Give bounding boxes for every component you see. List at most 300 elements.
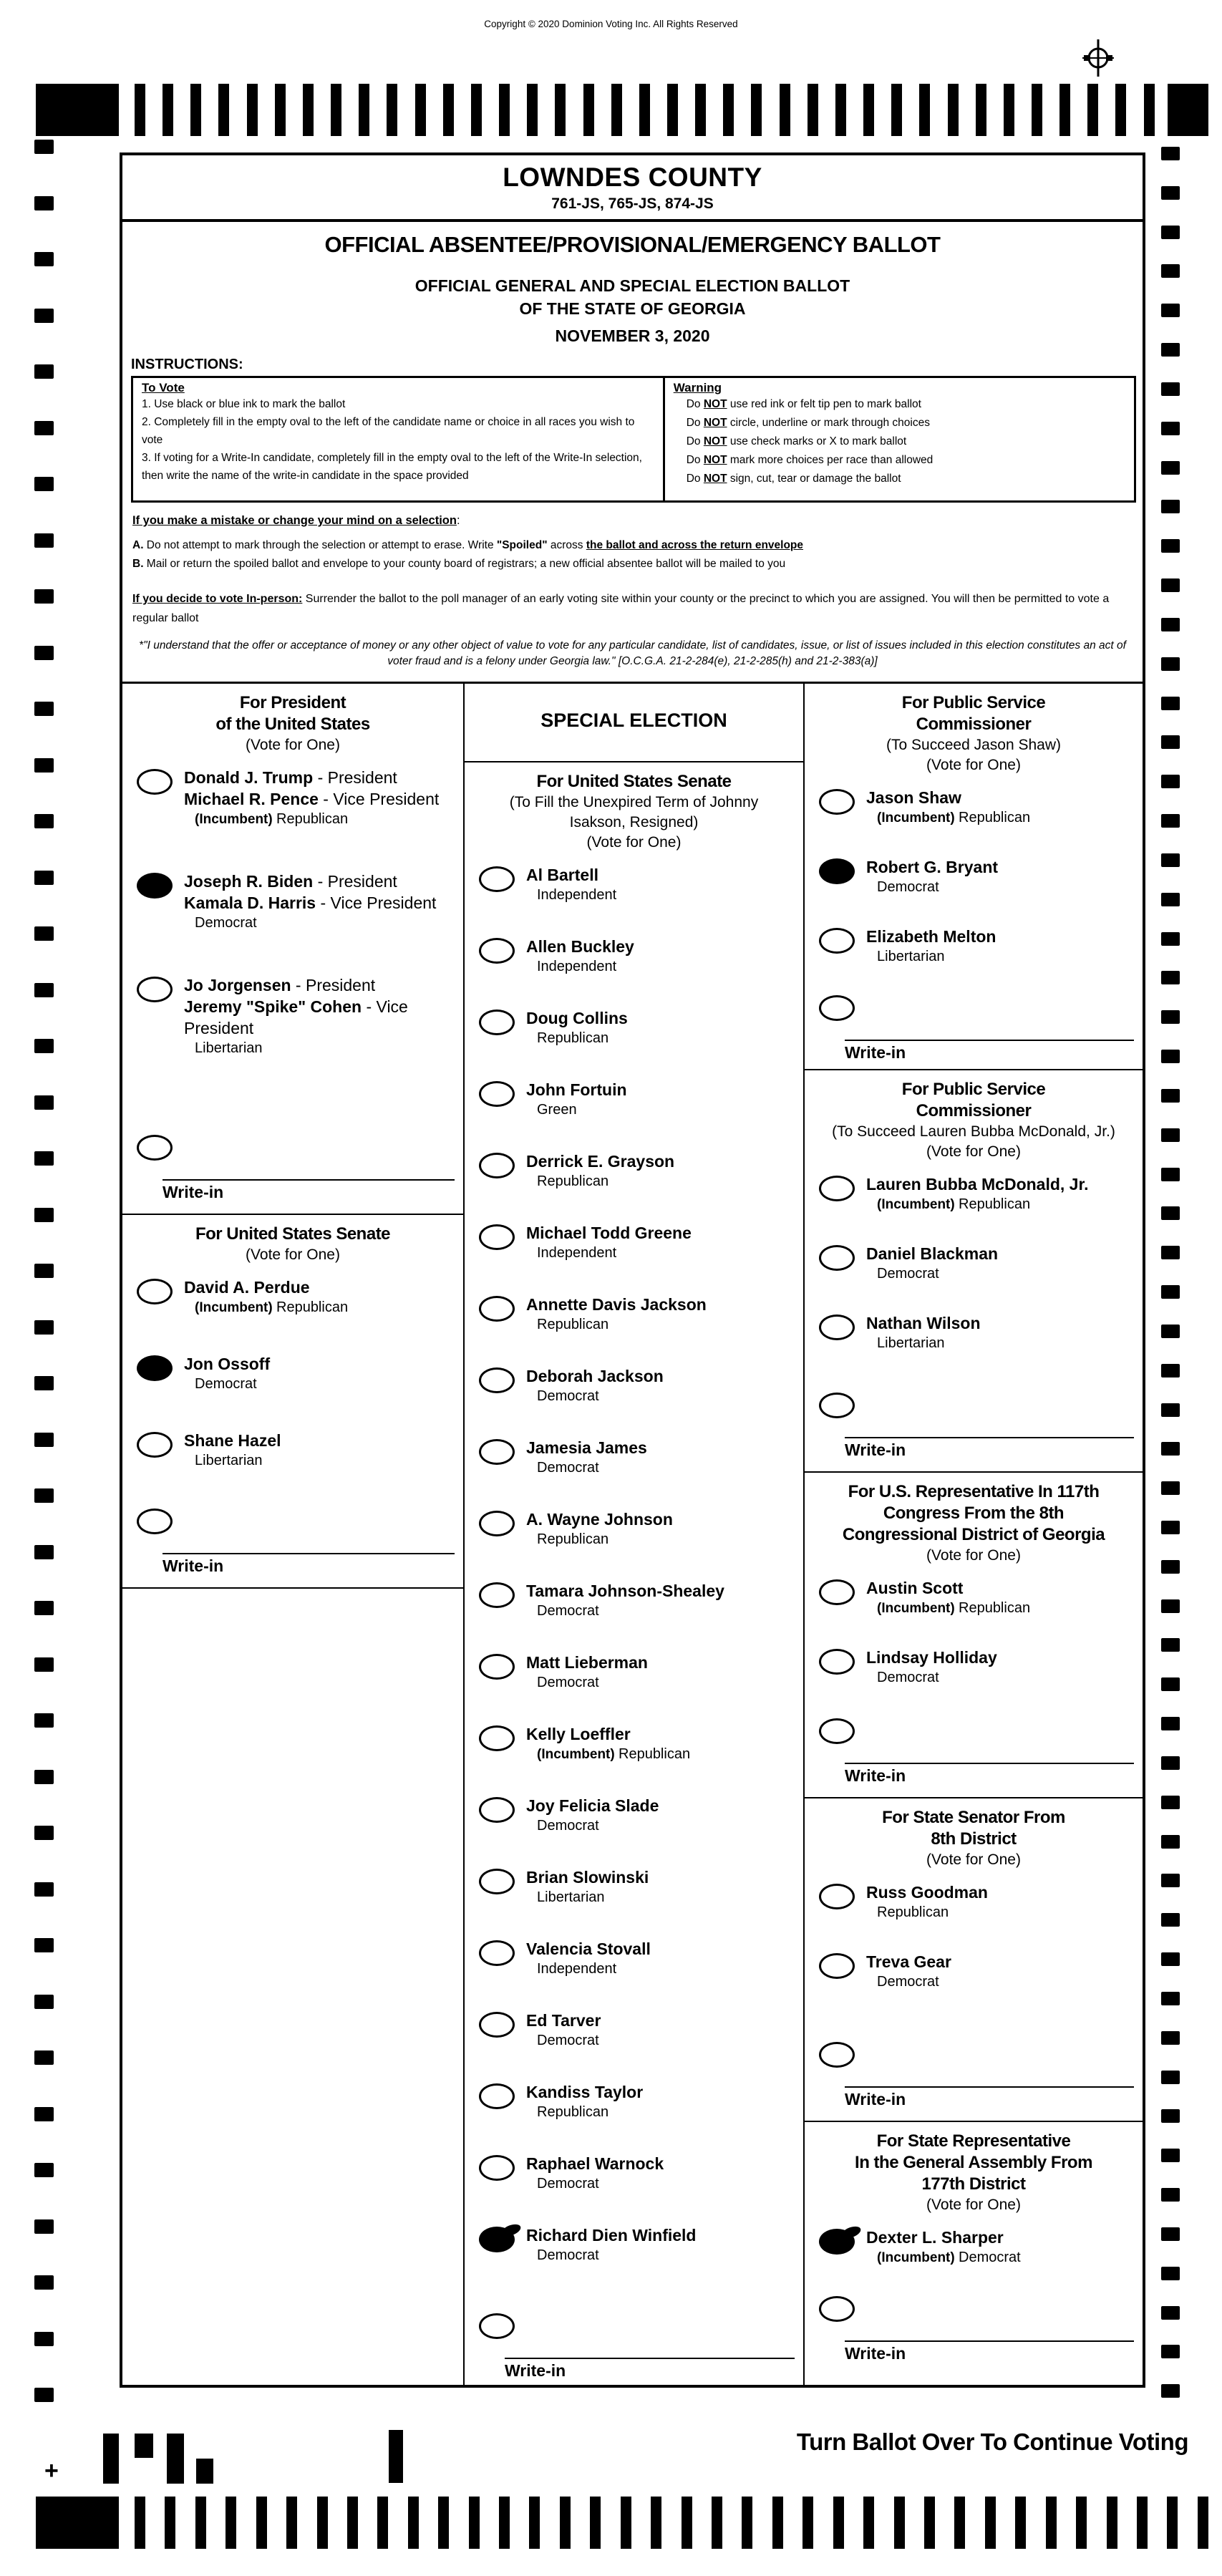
- candidate-oval[interactable]: [479, 2083, 515, 2109]
- write-in-label: Write-in: [163, 1556, 224, 1575]
- step-a-spoiled: "Spoiled": [496, 539, 548, 551]
- candidate-oval[interactable]: [479, 1296, 515, 1322]
- timing-mark-strip-bottom: [36, 2497, 1208, 2549]
- timing-mark: [1161, 1050, 1180, 1063]
- warning-item-text: circle, underline or mark through choices: [727, 417, 930, 429]
- timing-bar: [1032, 84, 1042, 136]
- candidate-oval[interactable]: [137, 873, 173, 899]
- timing-mark: [1161, 735, 1180, 749]
- timing-bar: [802, 2497, 813, 2549]
- candidate-party: Republican: [877, 1904, 949, 1920]
- write-in-label: Write-in: [845, 2090, 906, 2108]
- candidate-name-line: [866, 1577, 1030, 1599]
- timing-mark: [1161, 932, 1180, 946]
- candidate-text: [866, 1312, 981, 1353]
- candidate-name-line: [866, 1882, 988, 1903]
- warning-item-prefix: Do: [686, 435, 704, 447]
- candidate-text: [526, 1365, 664, 1406]
- candidate-row: [465, 1652, 803, 1693]
- candidate-text: [526, 1580, 724, 1621]
- write-in-oval[interactable]: [819, 1393, 855, 1418]
- candidate-name: Robert G. Bryant: [866, 858, 999, 876]
- timing-mark: [1161, 1835, 1180, 1849]
- timing-block-left: [36, 84, 119, 136]
- timing-mark: [1161, 2306, 1180, 2320]
- timing-bar: [195, 2497, 206, 2549]
- contest: [805, 1070, 1143, 1473]
- running-mate-suffix: - Vice President: [184, 997, 408, 1037]
- timing-bar: [667, 84, 678, 136]
- candidate-text: [866, 1647, 997, 1688]
- running-mate-name: Jeremy "Spike" Cohen: [184, 997, 362, 1016]
- contest-notes: [805, 1122, 1143, 1162]
- candidate-text: [526, 2010, 601, 2050]
- candidate-row: [122, 1353, 463, 1394]
- incumbent-tag: (Incumbent): [537, 1747, 619, 1762]
- timing-block-left: [36, 2497, 119, 2549]
- contest-note-line: (Vote for One): [926, 2197, 1021, 2213]
- timing-mark: [34, 814, 54, 828]
- timing-mark: [34, 1713, 54, 1728]
- timing-bar: [1076, 2497, 1087, 2549]
- candidate-name: Deborah Jackson: [526, 1367, 664, 1385]
- timing-mark: [34, 252, 54, 266]
- timing-bar: [863, 2497, 874, 2549]
- write-in-row: [805, 2296, 1143, 2363]
- warning-box: [663, 376, 1136, 503]
- candidate-party: Republican: [619, 1746, 691, 1762]
- candidate-oval[interactable]: [479, 866, 515, 892]
- timing-bar: [863, 84, 874, 136]
- contest-notes: [805, 1850, 1143, 1870]
- candidate-name: Lauren Bubba McDonald, Jr.: [866, 1175, 1089, 1193]
- timing-bar: [1015, 2497, 1026, 2549]
- contest-header: [465, 771, 803, 853]
- candidate-party: Republican: [959, 1600, 1031, 1616]
- candidate-name: Dexter L. Sharper: [866, 2228, 1004, 2247]
- timing-bar: [408, 2497, 419, 2549]
- candidate-name-line: [526, 1509, 673, 1530]
- timing-mark: [34, 1095, 54, 1110]
- candidate-name: Lindsay Holliday: [866, 1648, 997, 1667]
- write-in-oval[interactable]: [137, 1135, 173, 1161]
- timing-bar: [976, 84, 986, 136]
- candidate-party: Republican: [537, 1173, 609, 1189]
- candidate-oval[interactable]: [479, 2155, 515, 2181]
- timing-bar: [347, 2497, 358, 2549]
- copyright-text: Copyright © 2020 Dominion Voting Inc. All Rights Reserved: [484, 19, 738, 29]
- to-vote-item: 2. Completely fill in the empty oval to the left of the candidate name or choice in all races you wish to vote: [142, 416, 635, 446]
- timing-bar: [894, 2497, 905, 2549]
- stub-number: 45: [389, 2444, 401, 2456]
- candidate-list: [465, 864, 803, 2296]
- candidate-oval[interactable]: [479, 1224, 515, 1250]
- candidate-row: [465, 1509, 803, 1549]
- contest-note-line: (Vote for One): [246, 1246, 340, 1263]
- mistake-heading-text: If you make a mistake or change your mind on a selection: [132, 514, 457, 527]
- candidate-name-line: [526, 1294, 707, 1315]
- candidate-oval[interactable]: [479, 938, 515, 964]
- candidate-name: Daniel Blackman: [866, 1244, 999, 1263]
- candidate-row: [465, 1938, 803, 1979]
- contest-title-line: For Public Service: [901, 1080, 1046, 1099]
- candidate-name: Russ Goodman: [866, 1883, 988, 1902]
- candidate-oval[interactable]: [137, 1279, 173, 1304]
- candidate-party-line: [526, 1816, 659, 1836]
- candidate-party: Independent: [537, 1245, 617, 1261]
- candidate-row: [122, 1430, 463, 1471]
- step-a-text: Do not attempt to mark through the selection or attempt to erase. Write: [143, 539, 497, 551]
- warning-item-not: NOT: [703, 398, 727, 410]
- candidate-oval[interactable]: [479, 1869, 515, 1894]
- contest-notes: [122, 735, 463, 755]
- contest-note-line: (Vote for One): [926, 1143, 1021, 1160]
- to-vote-item: 1. Use black or blue ink to mark the ballot: [142, 398, 346, 410]
- timing-mark: [1161, 2227, 1180, 2241]
- candidate-oval[interactable]: [137, 1432, 173, 1458]
- candidate-oval[interactable]: [479, 1797, 515, 1823]
- contest-note-line: (Vote for One): [246, 737, 340, 753]
- timing-bar: [469, 2497, 480, 2549]
- timing-mark: [34, 1882, 54, 1897]
- candidate-party: Democrat: [537, 2247, 599, 2263]
- candidate-oval[interactable]: [479, 1153, 515, 1178]
- contest-list: [122, 684, 463, 2385]
- write-in-oval[interactable]: [819, 2296, 855, 2322]
- candidate-name-line: [866, 1243, 998, 1264]
- candidate-text: [866, 787, 1030, 828]
- write-in-row: [805, 2042, 1143, 2109]
- candidate-party-line: [866, 1195, 1089, 1214]
- timing-mark: [1161, 539, 1180, 553]
- to-vote-item: 3. If voting for a Write-In candidate, completely fill in the empty oval to the left of the Write-In selection, then write the name of the write-in candidate in the space provided: [142, 452, 642, 482]
- instructions-label: INSTRUCTIONS:: [131, 357, 243, 372]
- candidate-text: [526, 1007, 628, 1048]
- timing-mark: [34, 477, 54, 491]
- contest-note-line: (Vote for One): [926, 1851, 1021, 1868]
- incumbent-tag: (Incumbent): [877, 1601, 959, 1616]
- mistake-heading: [132, 514, 1128, 528]
- fraud-disclaimer: *"I understand that the offer or acceptance of money or any other object of value to vote for any particular candidate, list of candidates, issue, or list of issues included in this election constitutes an act of voter fraud and is a felony under Georgia law." [O.C.G.A. 21-2-284(e), 21-2-285(h) and 21-2-383(a)]: [139, 639, 1126, 667]
- contest-title-line: Commissioner: [916, 1101, 1032, 1120]
- contest-title-line: 177th District: [921, 2174, 1026, 2194]
- candidate-office-suffix: - President: [313, 872, 397, 891]
- timing-bar: [833, 2497, 844, 2549]
- candidate-party: Democrat: [195, 915, 257, 931]
- candidate-name-line: [184, 1277, 348, 1298]
- county-name: LOWNDES COUNTY: [503, 163, 762, 192]
- contest-header: [122, 1224, 463, 1265]
- candidate-text: [184, 1277, 348, 1317]
- candidate-party: Libertarian: [195, 1453, 263, 1468]
- candidate-party: Democrat: [877, 879, 939, 895]
- timing-mark: [34, 926, 54, 941]
- contest-title-line: For Public Service: [901, 693, 1046, 712]
- timing-bar: [163, 84, 173, 136]
- timing-mark: [1161, 2188, 1180, 2202]
- timing-mark: [1161, 618, 1180, 631]
- candidate-oval[interactable]: [479, 2012, 515, 2038]
- contest-title: [122, 692, 463, 735]
- timing-mark: [34, 589, 54, 604]
- ballot-column: [122, 684, 465, 2385]
- contest: [805, 1798, 1143, 2122]
- candidate-name-line: [526, 1007, 628, 1029]
- candidate-oval[interactable]: [137, 977, 173, 1002]
- timing-bar: [256, 2497, 267, 2549]
- timing-bar: [286, 2497, 297, 2549]
- timing-mark: [1161, 1481, 1180, 1495]
- timing-mark: [1161, 775, 1180, 788]
- candidate-text: [184, 1353, 270, 1394]
- timing-mark: [34, 140, 54, 154]
- contest-title: [805, 692, 1143, 735]
- timing-mark: [34, 2050, 54, 2065]
- write-in-oval[interactable]: [137, 1509, 173, 1534]
- candidate-oval[interactable]: [479, 1940, 515, 1966]
- timing-mark: [1161, 1952, 1180, 1966]
- candidate-row: [122, 767, 463, 829]
- candidate-name-line: [866, 1173, 1089, 1195]
- candidate-name-line: [184, 974, 463, 996]
- contest: [805, 1473, 1143, 1798]
- candidate-row: [805, 856, 1143, 897]
- candidate-oval[interactable]: [137, 1355, 173, 1381]
- candidate-row: [805, 1312, 1143, 1353]
- candidate-party-line: [184, 1451, 281, 1471]
- candidate-name-line: [866, 856, 998, 878]
- candidate-party-line: [866, 1264, 998, 1284]
- timing-mark: [34, 196, 54, 210]
- contest-header: [805, 1481, 1143, 1566]
- timing-mark: [1161, 1913, 1180, 1927]
- candidate-oval[interactable]: [819, 928, 855, 954]
- candidate-oval[interactable]: [819, 1884, 855, 1909]
- candidate-name: Joseph R. Biden: [184, 872, 314, 891]
- candidate-party-line: [184, 1298, 348, 1317]
- candidate-oval[interactable]: [479, 1654, 515, 1680]
- timing-mark: [1161, 461, 1180, 475]
- timing-mark: [1161, 1442, 1180, 1456]
- candidate-party-line: [526, 1458, 647, 1478]
- timing-bars: [135, 2497, 1208, 2549]
- candidate-name: Shane Hazel: [184, 1431, 281, 1450]
- candidate-oval[interactable]: [819, 1245, 855, 1271]
- timing-mark: [1161, 1560, 1180, 1574]
- contest-title: [805, 1481, 1143, 1546]
- running-mate-name: Michael R. Pence: [184, 790, 319, 808]
- candidate-name: Kelly Loeffler: [526, 1725, 631, 1743]
- candidate-name-line: [526, 1580, 724, 1602]
- candidate-name: Doug Collins: [526, 1009, 628, 1027]
- candidate-text: [866, 1577, 1030, 1618]
- candidate-row: [465, 1294, 803, 1335]
- candidate-name: John Fortuin: [526, 1080, 627, 1099]
- contest: [122, 684, 463, 1215]
- candidate-name-line: [866, 1951, 951, 1972]
- candidate-oval[interactable]: [479, 1725, 515, 1751]
- candidate-party-line: [526, 2031, 601, 2050]
- candidate-party: Republican: [276, 811, 349, 827]
- candidate-party: Independent: [537, 1961, 617, 1977]
- candidate-party: Democrat: [537, 1460, 599, 1476]
- warning-item: [674, 432, 1125, 451]
- timing-mark: [34, 1545, 54, 1559]
- candidate-row: [805, 1243, 1143, 1284]
- candidate-oval[interactable]: [819, 1579, 855, 1605]
- warning-item: [674, 414, 1125, 432]
- write-in-area: [845, 1763, 1134, 1786]
- ballot-subtitle: OFFICIAL GENERAL AND SPECIAL ELECTION BALLOT: [414, 276, 850, 295]
- timing-bar: [438, 2497, 449, 2549]
- candidate-row: [465, 1222, 803, 1263]
- candidate-name-line: [526, 2010, 601, 2031]
- candidate-row: [465, 2081, 803, 2122]
- timing-bar: [387, 84, 397, 136]
- candidate-party-line: [866, 878, 998, 897]
- candidate-text: [526, 1294, 707, 1335]
- timing-bar: [1059, 84, 1070, 136]
- warning-item: [674, 395, 1125, 414]
- candidate-text: [866, 856, 998, 897]
- candidate-text: [526, 1938, 651, 1979]
- contest: [122, 1215, 463, 1589]
- registration-crosshair-icon: [1080, 39, 1117, 77]
- timing-mark: [34, 2107, 54, 2121]
- write-in-row: [805, 1393, 1143, 1460]
- timing-mark: [1161, 264, 1180, 278]
- candidate-oval[interactable]: [819, 1953, 855, 1979]
- write-in-oval[interactable]: [819, 2042, 855, 2068]
- timing-bar: [985, 2497, 996, 2549]
- candidate-text: [184, 871, 436, 933]
- candidate-name-line: [866, 1647, 997, 1668]
- candidate-party-line: [526, 1888, 649, 1907]
- candidate-name-line: [526, 1079, 627, 1100]
- candidate-oval[interactable]: [479, 1009, 515, 1035]
- warning-item-prefix: Do: [686, 417, 704, 429]
- timing-bar: [723, 84, 734, 136]
- timing-mark: [1161, 697, 1180, 710]
- running-mate-line: [184, 788, 439, 810]
- warning-item-not: NOT: [703, 473, 727, 485]
- contest-title-line: Congress From the 8th: [883, 1504, 1065, 1523]
- timing-bar: [1087, 84, 1098, 136]
- warning-item-text: use check marks or X to mark ballot: [727, 435, 907, 447]
- candidate-text: [526, 2224, 696, 2265]
- candidate-oval[interactable]: [479, 1367, 515, 1393]
- contest-note-line: (To Succeed Lauren Bubba McDonald, Jr.): [832, 1123, 1115, 1140]
- candidate-party: Republican: [276, 1299, 349, 1315]
- write-in-oval[interactable]: [819, 1718, 855, 1744]
- candidate-oval[interactable]: [819, 1649, 855, 1675]
- write-in-oval[interactable]: [479, 2313, 515, 2339]
- candidate-row: [805, 1577, 1143, 1618]
- candidate-party-line: [526, 1029, 628, 1048]
- timing-bar: [1198, 2497, 1208, 2549]
- timing-bar: [712, 2497, 722, 2549]
- candidate-name: Raphael Warnock: [526, 2154, 664, 2173]
- candidate-office-suffix: - President: [313, 768, 397, 787]
- candidate-oval[interactable]: [819, 789, 855, 815]
- timing-mark: [1161, 853, 1180, 867]
- candidate-party-line: [184, 914, 436, 933]
- candidate-party-line: [526, 2103, 643, 2122]
- candidate-text: [184, 1430, 281, 1471]
- candidate-oval[interactable]: [819, 1176, 855, 1201]
- candidate-row: [465, 2153, 803, 2194]
- candidate-oval[interactable]: [479, 1081, 515, 1107]
- timing-mark: [34, 1995, 54, 2009]
- candidate-name-line: [526, 1222, 692, 1244]
- write-in-area: [845, 1437, 1134, 1460]
- candidate-name-line: [184, 767, 439, 788]
- timing-mark: [34, 309, 54, 323]
- candidate-name: Jon Ossoff: [184, 1355, 271, 1373]
- step-a-text2: across: [547, 539, 586, 551]
- write-in-label: Write-in: [845, 1440, 906, 1459]
- candidate-row: [465, 2010, 803, 2050]
- candidate-party-line: [526, 886, 616, 905]
- candidate-list: [805, 787, 1143, 995]
- candidate-party-line: [866, 1668, 997, 1688]
- candidate-oval[interactable]: [137, 769, 173, 795]
- timing-bar: [317, 2497, 328, 2549]
- candidate-party-line: [526, 2174, 664, 2194]
- contest-title-line: For U.S. Representative In 117th: [848, 1482, 1100, 1501]
- candidate-name: Richard Dien Winfield: [526, 2226, 697, 2245]
- candidate-row: [465, 1795, 803, 1836]
- timing-bar: [303, 84, 314, 136]
- ballot-id-bar: [167, 2434, 184, 2484]
- candidate-oval[interactable]: [819, 2229, 855, 2255]
- timing-mark: [1161, 1403, 1180, 1417]
- candidate-name-line: [184, 1353, 270, 1375]
- warning-list: [674, 395, 1125, 488]
- timing-bar: [742, 2497, 752, 2549]
- candidate-text: [866, 1951, 951, 1992]
- candidate-party-line: [866, 1903, 988, 1922]
- candidate-name-line: [866, 1312, 981, 1334]
- write-in-area: [845, 1040, 1134, 1062]
- candidate-row: [122, 871, 463, 933]
- step-a-underlined: the ballot and across the return envelope: [586, 539, 804, 551]
- write-in-oval[interactable]: [819, 995, 855, 1021]
- candidate-oval[interactable]: [479, 1511, 515, 1536]
- contest-title-line: For United States Senate: [195, 1224, 391, 1244]
- timing-mark: [34, 2332, 54, 2346]
- candidate-name-line: [184, 1430, 281, 1451]
- candidate-text: [526, 1652, 648, 1693]
- candidate-oval[interactable]: [479, 2227, 515, 2252]
- candidate-oval[interactable]: [819, 858, 855, 884]
- candidate-oval[interactable]: [479, 1439, 515, 1465]
- ballot-title: OFFICIAL ABSENTEE/PROVISIONAL/EMERGENCY BALLOT: [324, 232, 941, 257]
- warning-item-text: sign, cut, tear or damage the ballot: [727, 473, 901, 485]
- candidate-oval[interactable]: [819, 1314, 855, 1340]
- candidate-oval[interactable]: [479, 1582, 515, 1608]
- candidate-party: Libertarian: [877, 1335, 945, 1351]
- timing-mark: [34, 421, 54, 435]
- stub-bar: [389, 2430, 403, 2483]
- timing-bar: [443, 84, 454, 136]
- candidate-party: Democrat: [877, 1266, 939, 1282]
- timing-mark: [34, 2219, 54, 2234]
- contest-title-line: For United States Senate: [536, 772, 732, 791]
- timing-mark: [1161, 578, 1180, 592]
- timing-bar: [695, 84, 706, 136]
- candidate-party-line: [866, 1972, 951, 1992]
